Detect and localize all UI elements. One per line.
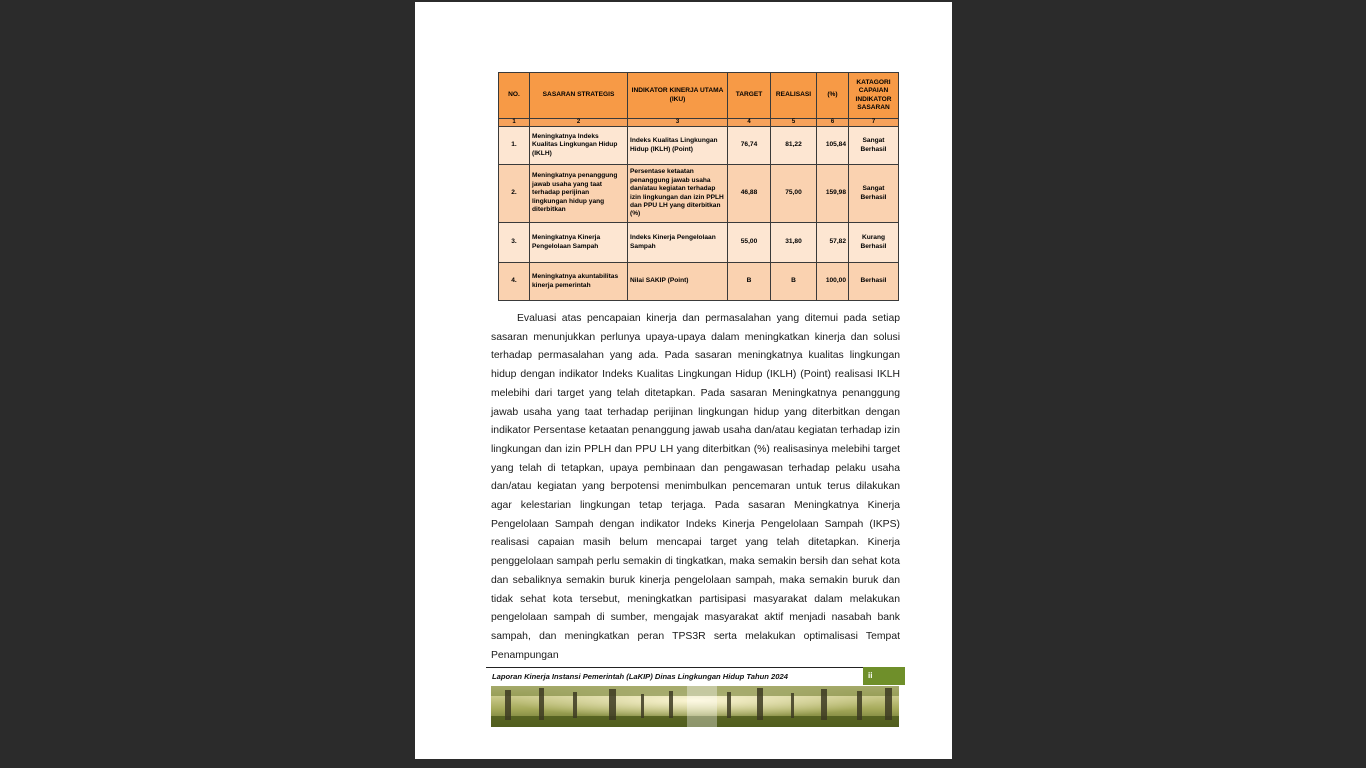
cell-target: 76,74: [728, 127, 771, 165]
cell-indikator: Persentase ketaatan penanggung jawab usaha dan/atau kegiatan terhadap izin lingkungan dan izin PPLH dan PPU LH yang diterbitkan (%): [628, 165, 728, 223]
cell-realisasi: 81,22: [771, 127, 817, 165]
header-realisasi: REALISASI: [771, 73, 817, 119]
cell-persen: 100,00: [817, 263, 849, 301]
footer-title: Laporan Kinerja Instansi Pemerintah (LaKIP) Dinas Lingkungan Hidup Tahun 2024: [492, 672, 788, 681]
cell-indikator: Indeks Kinerja Pengelolaan Sampah: [628, 223, 728, 263]
table-row: [499, 223, 899, 263]
header-indikator: INDIKATOR KINERJA UTAMA (IKU): [628, 73, 728, 119]
evaluation-paragraph: Evaluasi atas pencapaian kinerja dan permasalahan yang ditemui pada setiap sasaran menunjukkan perlunya upaya-upaya dalam meningkatkan kinerja dan solusi terhadap permasalahan yang ada. Pada sasaran meningkatnya kualitas lingkungan hidup dengan indikator Indeks Kualitas Lingkungan Hidup (IKLH) (Point) realisasi IKLH melebihi dari target yang telah ditetapkan. Pada sasaran Meningkatnya penanggung jawab usaha yang taat terhadap perijinan lingkungan hidup yang diterbitkan dengan indikator Persentase ketaatan penanggung jawab usaha dan/atau kegiatan terhadap izin lingkungan dan izin PPLH dan PPU LH yang diterbitkan (%) realisasinya melebihi target yang telah di tetapkan, upaya pembinaan dan pengawasan terhadap pelaku usaha dan/atau kegiatan yang berpotensi menimbulkan pencemaran untuk terus dilakukan agar kelestarian lingkungan tetap terjaga. Pada sasaran Meningkatnya Kinerja Pengelolaan Sampah dengan indikator Indeks Kinerja Pengelolaan Sampah (IKPS) realisasi capaian masih belum mencapai target yang telah ditetapkan. Kinerja penggelolaan sampah perlu semakin di tingkatkan, maka semakin bersih dan sehat kota dan sebaliknya semakin buruk kinerja pengelolaan sampah, maka semakin buruk dan tidak sehat kota tersebut, meningkatkan partisipasi masyarakat dalam melakukan pengelolaan sampah di sumber, mengajak masyarakat aktif menjadi nasabah bank sampah, dan meningkatkan peran TPS3R serta melakukan optimalisasi Tempat Penampungan: [491, 313, 900, 661]
cell-no: 1.: [499, 127, 530, 165]
column-number: 1: [499, 119, 530, 127]
cell-sasaran: Meningkatnya akuntabilitas kinerja pemerintah: [530, 263, 628, 301]
cell-sasaran: Meningkatnya penanggung jawab usaha yang taat terhadap perijinan lingkungan hidup yang diterbitkan: [530, 165, 628, 223]
cell-sasaran: Meningkatnya Indeks Kualitas Lingkungan Hidup (IKLH): [530, 127, 628, 165]
cell-indikator: Nilai SAKIP (Point): [628, 263, 728, 301]
table-row: [499, 127, 899, 165]
table-row: [499, 165, 899, 223]
page-number-badge: ii: [863, 667, 905, 685]
cell-kategori: Berhasil: [849, 263, 899, 301]
cell-kategori: Kurang Berhasil: [849, 223, 899, 263]
header-sasaran: SASARAN STRATEGIS: [530, 73, 628, 119]
column-number: 5: [771, 119, 817, 127]
table-row: [499, 263, 899, 301]
cell-sasaran: Meningkatnya Kinerja Pengelolaan Sampah: [530, 223, 628, 263]
cell-target: 55,00: [728, 223, 771, 263]
cell-realisasi: 31,80: [771, 223, 817, 263]
column-number: 3: [628, 119, 728, 127]
column-number: 7: [849, 119, 899, 127]
performance-table: [498, 72, 899, 301]
cell-persen: 105,84: [817, 127, 849, 165]
column-number: 6: [817, 119, 849, 127]
footer-divider: [486, 667, 864, 668]
column-number: 4: [728, 119, 771, 127]
cell-kategori: Sangat Berhasil: [849, 127, 899, 165]
cell-realisasi: B: [771, 263, 817, 301]
cell-target: 46,88: [728, 165, 771, 223]
column-number-row: [499, 119, 899, 127]
cell-no: 3.: [499, 223, 530, 263]
header-kategori: KATAGORI CAPAIAN INDIKATOR SASARAN: [849, 73, 899, 119]
cell-indikator: Indeks Kualitas Lingkungan Hidup (IKLH) (Point): [628, 127, 728, 165]
cell-persen: 57,82: [817, 223, 849, 263]
header-persen: (%): [817, 73, 849, 119]
cell-target: B: [728, 263, 771, 301]
cell-kategori: Sangat Berhasil: [849, 165, 899, 223]
table-header-row: [499, 73, 899, 119]
cell-no: 2.: [499, 165, 530, 223]
forest-banner-image: [491, 686, 899, 727]
header-no: NO.: [499, 73, 530, 119]
column-number: 2: [530, 119, 628, 127]
cell-no: 4.: [499, 263, 530, 301]
header-target: TARGET: [728, 73, 771, 119]
cell-persen: 159,98: [817, 165, 849, 223]
cell-realisasi: 75,00: [771, 165, 817, 223]
document-page: [415, 2, 952, 759]
